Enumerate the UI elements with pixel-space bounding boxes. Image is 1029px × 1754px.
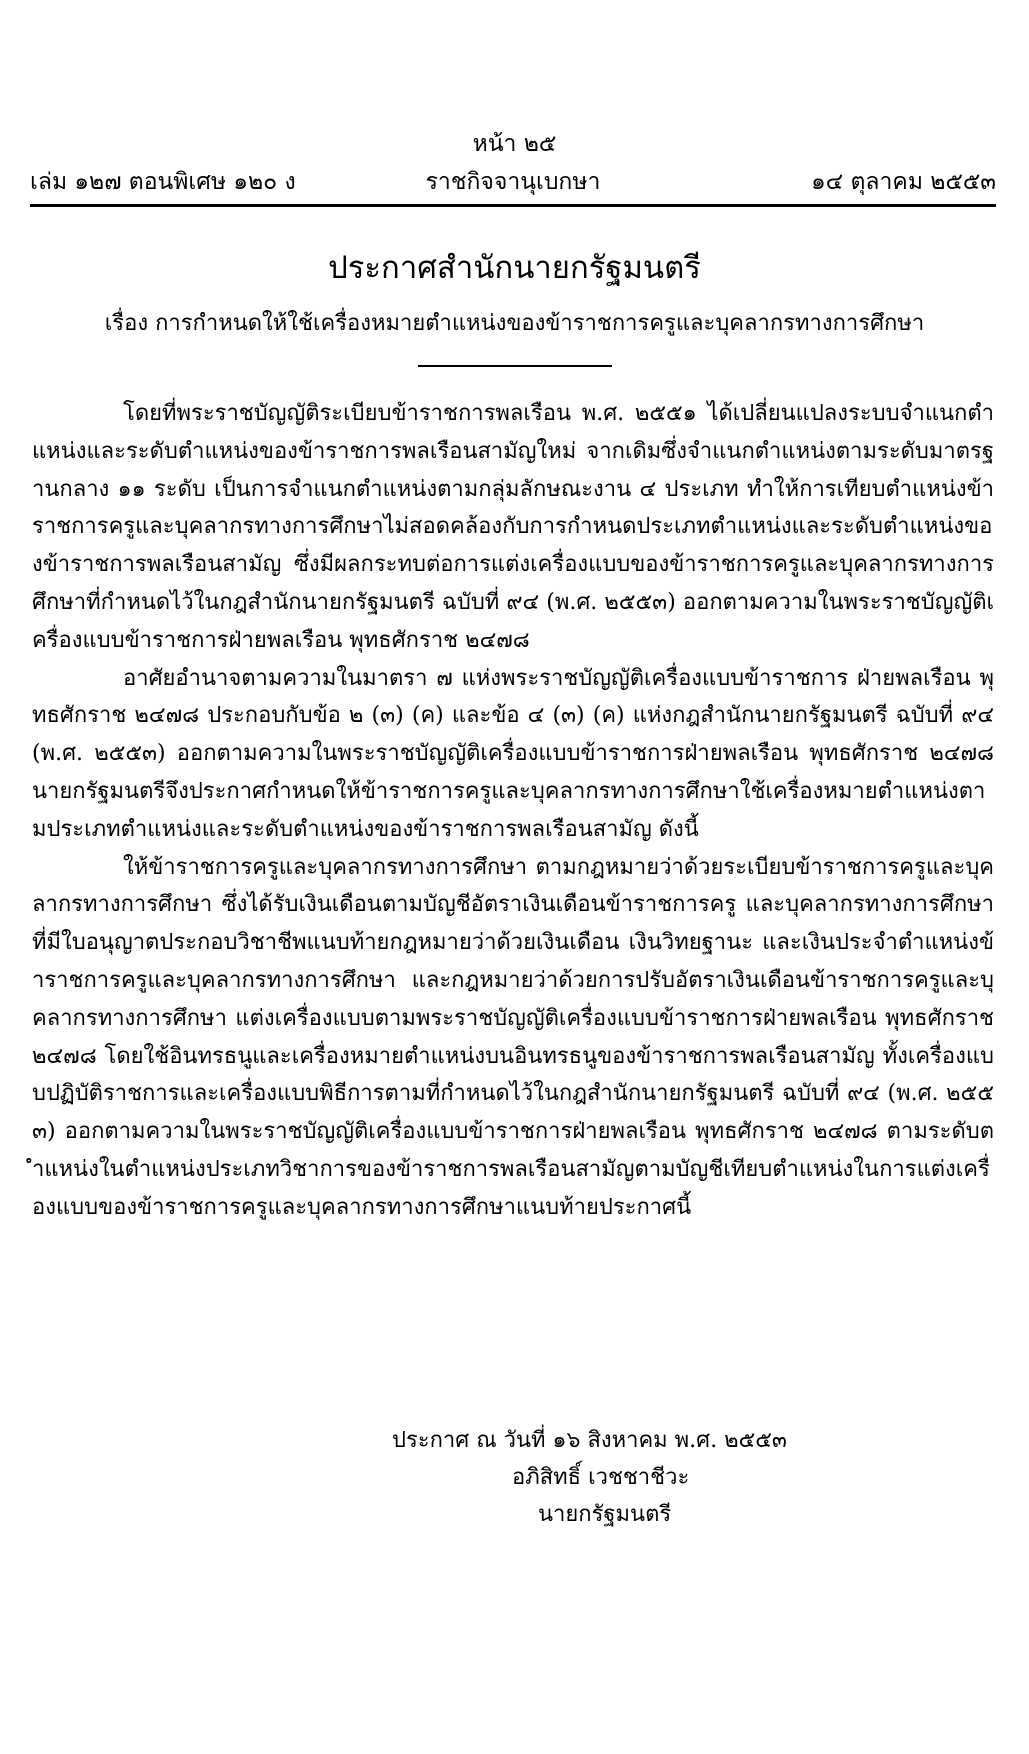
publication-date: ๑๔ ตุลาคม ๒๕๕๓: [811, 169, 996, 195]
signatory-name: อภิสิทธิ์ เวชชาชีวะ: [512, 1465, 690, 1490]
title-divider: [418, 365, 612, 367]
document-title: ประกาศสำนักนายกรัฐมนตรี: [328, 250, 701, 286]
document-subject: เรื่อง การกำหนดให้ใช้เครื่องหมายตำแหน่งของข้าราชการครูและบุคลากรทางการศึกษา: [104, 311, 925, 336]
body-paragraph-1: โดยที่พระราชบัญญัติระเบียบข้าราชการพลเรือน พ.ศ. ๒๕๕๑ ได้เปลี่ยนแปลงระบบจำแนกตำแหน่งและระดับตำแหน่งของข้าราชการพลเรือนสามัญใหม่ จากเดิมซึ่งจำแนกตำแหน่งตามระดับมาตรฐานกลาง ๑๑ ระดับ เป็นการจำแนกตำแหน่งตามกลุ่มลักษณะงาน ๔ ประเภท ทำให้การเทียบตำแหน่งข้าราชการครูและบุคลากรทางการศึกษาไม่สอดคล้องกับการกำหนดประเภทตำแหน่งและระดับตำแหน่งของข้าราชการพลเรือนสามัญ ซึ่งมีผลกระทบต่อการแต่งเครื่องแบบของข้าราชการครูและบุคลากรทางการศึกษาที่กำหนดไว้ในกฎสำนักนายกรัฐมนตรี ฉบับที่ ๙๔ (พ.ศ. ๒๕๕๓) ออกตามความในพระราชบัญญัติเครื่องแบบข้าราชการฝ่ายพลเรือน พุทธศักราช ๒๔๗๘: [32, 401, 994, 653]
gazette-name: ราชกิจจานุเบกษา: [425, 169, 601, 195]
page-number: หน้า ๒๕: [472, 131, 557, 157]
gazette-header: [30, 164, 996, 198]
announcement-date: ประกาศ ณ วันที่ ๑๖ สิงหาคม พ.ศ. ๒๕๕๓: [392, 1428, 787, 1453]
signatory-position: นายกรัฐมนตรี: [538, 1502, 672, 1527]
body-paragraph-2: อาศัยอำนาจตามความในมาตรา ๗ แห่งพระราชบัญญัติเครื่องแบบข้าราชการ ฝ่ายพลเรือน พุทธศักราช ๒๔๗๘ ประกอบกับข้อ ๒ (๓) (ค) และข้อ ๔ (๓) (ค) แห่งกฎสำนักนายกรัฐมนตรี ฉบับที่ ๙๔ (พ.ศ. ๒๕๕๓) ออกตามความในพระราชบัญญัติเครื่องแบบข้าราชการฝ่ายพลเรือน พุทธศักราช ๒๔๗๘ นายกรัฐมนตรีจึงประกาศกำหนดให้ข้าราชการครูและบุคลากรทางการศึกษาใช้เครื่องหมายตำแหน่งตามประเภทตำแหน่งและระดับตำแหน่งของข้าราชการพลเรือนสามัญ ดังนี้: [32, 665, 994, 842]
volume-issue: เล่ม ๑๒๗ ตอนพิเศษ ๑๒๐ ง: [30, 169, 296, 195]
body-paragraph-3: ให้ข้าราชการครูและบุคลากรทางการศึกษา ตามกฎหมายว่าด้วยระเบียบข้าราชการครูและบุคลากรทางการศึกษา ซึ่งได้รับเงินเดือนตามบัญชีอัตราเงินเดือนข้าราชการครู และบุคลากรทางการศึกษาที่มีใบอนุญาตประกอบวิชาชีพแนบท้ายกฎหมายว่าด้วยเงินเดือน เงินวิทยฐานะ และเงินประจำตำแหน่งข้าราชการครูและบุคลากรทางการศึกษา และกฎหมายว่าด้วยการปรับอัตราเงินเดือนข้าราชการครูและบุคลากรทางการศึกษา แต่งเครื่องแบบตามพระราชบัญญัติเครื่องแบบข้าราชการฝ่ายพลเรือน พุทธศักราช ๒๔๗๘ โดยใช้อินทรธนูและเครื่องหมายตำแหน่งบนอินทรธนูของข้าราชการพลเรือนสามัญ ทั้งเครื่องแบบปฏิบัติราชการและเครื่องแบบพิธีการตามที่กำหนดไว้ในกฎสำนักนายกรัฐมนตรี ฉบับที่ ๙๔ (พ.ศ. ๒๕๕๓) ออกตามความในพระราชบัญญัติเครื่องแบบข้าราชการฝ่ายพลเรือน พุทธศักราช ๒๔๗๘ ตามระดับตำแหน่งในตำแหน่งประเภทวิชาการของข้าราชการพลเรือนสามัญตามบัญชีเทียบตำแหน่งในการแต่งเครื่องแบบของข้าราชการครูและบุคลากรทางการศึกษาแนบท้ายประกาศนี้: [32, 854, 994, 1220]
header-divider: [30, 204, 996, 207]
document-body: [32, 395, 994, 1227]
